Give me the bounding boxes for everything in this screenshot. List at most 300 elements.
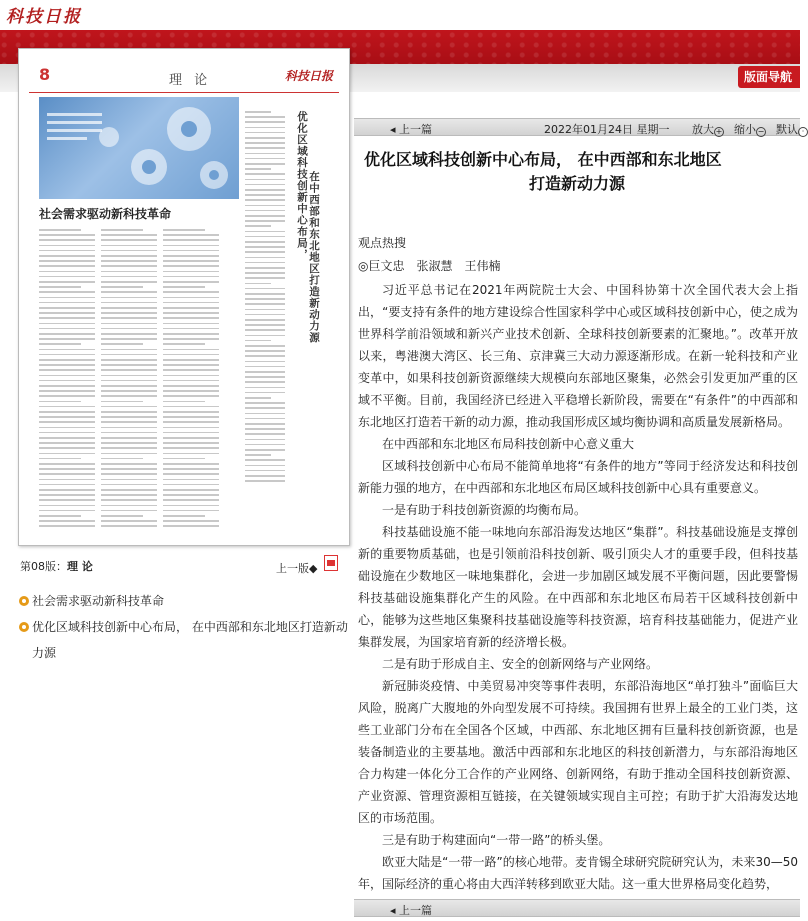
zoom-in-label: 放大	[692, 123, 714, 136]
prev-article-label: 上一篇	[399, 904, 433, 917]
zoom-out-button[interactable]	[734, 121, 766, 137]
thumbnail-text-line	[245, 439, 285, 441]
thumbnail-text-line	[101, 515, 143, 517]
issue-date: 2022年01月24日 星期一	[544, 123, 670, 136]
prev-article-link[interactable]: ◂ 上一篇	[390, 123, 433, 136]
thumbnail-header	[29, 65, 339, 93]
thumbnail-text-line	[163, 406, 219, 408]
thumbnail-text-line	[101, 255, 157, 257]
thumbnail-text-line	[245, 470, 285, 472]
thumbnail-text-line	[101, 401, 143, 403]
zoom-out-label: 缩小	[734, 123, 756, 136]
thumbnail-text-line	[245, 418, 285, 420]
thumbnail-text-line	[101, 291, 157, 293]
thumbnail-text-line	[245, 413, 285, 415]
thumbnail-text-line	[101, 234, 157, 236]
thumbnail-text-line	[163, 416, 219, 418]
thumbnail-text-line	[39, 510, 95, 512]
thumbnail-text-line	[39, 323, 95, 325]
thumbnail-page-title: 理 论	[169, 73, 212, 88]
thumbnail-text-line	[101, 505, 157, 507]
thumbnail-text-line	[101, 349, 157, 351]
thumbnail-text-line	[39, 432, 95, 434]
thumbnail-text-line	[163, 505, 219, 507]
thumbnail-text-line	[163, 291, 219, 293]
thumbnail-text-line	[163, 281, 219, 283]
thumbnail-text-line	[39, 505, 95, 507]
thumbnail-text-line	[101, 453, 157, 455]
thumbnail-text-line	[163, 245, 219, 247]
thumbnail-text-line	[245, 184, 285, 186]
article-toolbar-bottom	[354, 899, 800, 917]
thumbnail-text-line	[39, 229, 81, 231]
thumbnail-text-line	[101, 411, 157, 413]
thumbnail-text-line	[39, 489, 95, 491]
thumbnail-text-line	[39, 338, 95, 340]
thumbnail-text-line	[101, 354, 157, 356]
article-list-item-label: 优化区域科技创新中心布局， 在中西部和东北地区打造新动力源	[32, 620, 348, 660]
article-list-item[interactable]	[18, 588, 354, 614]
thumbnail-text-line	[245, 465, 285, 467]
thumbnail-text-line	[39, 291, 95, 293]
thumbnail-text-line	[245, 480, 285, 482]
thumbnail-text-line	[163, 390, 219, 392]
thumbnail-text-line	[39, 302, 95, 304]
thumbnail-text-line	[101, 276, 157, 278]
thumbnail-text-line	[245, 111, 271, 113]
thumbnail-text-line	[39, 473, 95, 475]
thumbnail-text-line	[163, 312, 219, 314]
thumbnail-text-line	[245, 231, 285, 233]
thumbnail-text-line	[39, 494, 95, 496]
thumbnail-text-line	[101, 239, 157, 241]
article-title-line-2: 打造新动力源	[528, 174, 625, 193]
thumbnail-text-line	[245, 272, 285, 274]
thumbnail-text-line	[39, 380, 95, 382]
thumbnail-text-line	[101, 250, 157, 252]
thumbnail-text-line	[245, 179, 285, 181]
thumbnail-headline[interactable]: 社会需求驱动新科技革命	[39, 207, 172, 221]
article-paragraph: 一是有助于科技创新资源的均衡布局。	[382, 503, 587, 517]
plus-icon: +	[715, 127, 723, 136]
thumbnail-text-line	[163, 302, 219, 304]
thumbnail-logo: 科技日报	[284, 69, 333, 83]
thumbnail-text-line	[39, 499, 95, 501]
article-authors: ◎巨文忠 张淑慧 王伟楠	[358, 259, 501, 273]
thumbnail-text-line	[245, 147, 285, 149]
thumbnail-text-line	[245, 210, 285, 212]
thumbnail-text-line	[39, 349, 95, 351]
thumbnail-text-line	[163, 234, 219, 236]
article-title-line-1: 优化区域科技创新中心布局， 在中西部和东北地区	[364, 150, 722, 169]
thumbnail-text-line	[39, 369, 95, 371]
thumbnail-text-line	[39, 245, 95, 247]
thumbnail-text-line	[163, 369, 219, 371]
thumbnail-text-line	[245, 298, 285, 300]
thumbnail-text-line	[245, 163, 285, 165]
thumbnail-text-line	[245, 303, 285, 305]
thumbnail-text-line	[245, 121, 285, 123]
thumbnail-text-line	[39, 385, 95, 387]
thumbnail-text-line	[39, 406, 95, 408]
thumbnail-text-line	[245, 220, 285, 222]
thumbnail-text-line	[163, 307, 219, 309]
thumbnail-text-line	[245, 314, 285, 316]
thumbnail-text-line	[163, 395, 219, 397]
thumbnail-text-line	[245, 241, 285, 243]
thumbnail-text-line	[39, 416, 95, 418]
thumbnail-text-line	[245, 236, 285, 238]
thumbnail-text-line	[39, 250, 95, 252]
thumbnail-text-line	[101, 343, 143, 345]
thumbnail-text-line	[245, 387, 285, 389]
thumbnail-text-line	[163, 447, 219, 449]
article-title	[354, 148, 800, 196]
thumbnail-text-line	[245, 376, 285, 378]
thumbnail-text-line	[39, 260, 95, 262]
thumbnail-text-line	[39, 479, 95, 481]
thumbnail-text-line	[163, 343, 205, 345]
thumbnail-text-line	[245, 324, 285, 326]
thumbnail-text-line	[101, 437, 157, 439]
thumbnail-text-line	[101, 369, 157, 371]
thumbnail-text-line	[245, 392, 285, 394]
thumbnail-text-line	[245, 173, 285, 175]
thumbnail-text-line	[101, 380, 157, 382]
thumbnail-text-line	[245, 251, 285, 253]
site-logo[interactable]: 科技日报	[6, 7, 82, 27]
thumbnail-text-line	[39, 234, 95, 236]
thumbnail-text-line	[163, 515, 205, 517]
thumbnail-text-line	[163, 458, 205, 460]
thumbnail-text-line	[101, 494, 157, 496]
thumbnail-text-line	[163, 421, 219, 423]
thumbnail-text-line	[39, 458, 81, 460]
thumbnail-text-line	[101, 473, 157, 475]
thumbnail-text-line	[101, 229, 143, 231]
thumbnail-text-line	[39, 395, 95, 397]
thumbnail-text-line	[245, 199, 285, 201]
thumbnail-text-line	[39, 359, 95, 361]
thumbnail-text-line	[245, 444, 285, 446]
thumbnail-text-line	[163, 333, 219, 335]
thumbnail-text-line	[39, 453, 95, 455]
thumbnail-text-line	[163, 349, 219, 351]
thumbnail-text-line	[245, 257, 285, 259]
thumbnail-text-line	[163, 265, 219, 267]
thumbnail-text-line	[39, 307, 95, 309]
thumbnail-text-line	[245, 293, 285, 295]
thumbnail-text-line	[101, 447, 157, 449]
thumbnail-text-line	[39, 427, 95, 429]
thumbnail-text-line	[39, 515, 81, 517]
thumbnail-text-line	[163, 354, 219, 356]
thumbnail-text-line	[101, 338, 157, 340]
thumbnail-text-line	[245, 449, 285, 451]
article-paragraph: 习近平总书记在2021年两院院士大会、中国科协第十次全国代表大会上指出，“要支持有条件的地方建设综合性国家科学中心或区域科技创新中心，使之成为世界科学前沿领域和新兴产业技术创新、全球科技创新要素的汇聚地。”。改革开放以来，粤港澳大湾区、长三角、京津冀三大动力源逐渐形成。在新一轮科技和产业变革中，如果科技创新资源继续大规模向东部地区聚集，必然会引发更加严重的区域不平衡。目前，我国经济已经进入平稳增长新阶段，需要在“有条件”的中西部和东北地区打造若干新的动力源，推动我国形成区域均衡协调和高质量发展新格局。	[358, 283, 798, 429]
thumbnail-text-line	[163, 317, 219, 319]
thumbnail-text-line	[245, 189, 285, 191]
thumbnail-text-line	[163, 479, 219, 481]
thumbnail-text-line	[163, 260, 219, 262]
thumbnail-text-line	[245, 225, 271, 227]
thumbnail-text-line	[163, 468, 219, 470]
thumbnail-text-line	[101, 312, 157, 314]
thumbnail-text-line	[245, 142, 285, 144]
thumbnail-text-line	[163, 239, 219, 241]
thumbnail-text-line	[245, 350, 285, 352]
thumbnail-text-line	[39, 437, 95, 439]
prev-article-label: 上一篇	[399, 123, 433, 136]
thumbnail-text-line	[245, 329, 285, 331]
thumbnail-text-line	[245, 277, 285, 279]
thumbnail-text-line	[163, 473, 219, 475]
thumbnail-text-line	[163, 276, 219, 278]
thumbnail-text-line	[101, 499, 157, 501]
thumbnail-text-line	[39, 364, 95, 366]
article-paragraph: 欧亚大陆是“一带一路”的核心地带。麦肯锡全球研究院研究认为，未来30—50年，国际经济的重心将由大西洋转移到欧亚大陆。这一重大世界格局变化趋势，	[358, 855, 798, 891]
bullet-icon	[19, 622, 29, 632]
pdf-icon[interactable]	[324, 555, 338, 571]
thumbnail-text-line	[39, 281, 95, 283]
thumbnail-page-number: 8	[39, 65, 51, 84]
thumbnail-text-line	[101, 390, 157, 392]
article-list-item[interactable]	[18, 614, 354, 666]
thumbnail-text-line	[101, 307, 157, 309]
thumbnail-text-line	[163, 437, 219, 439]
zoom-default-label: 默认	[776, 123, 798, 136]
thumbnail-text-line	[39, 317, 95, 319]
article-kicker: 观点热搜	[358, 236, 407, 250]
thumbnail-text-line	[101, 395, 157, 397]
thumbnail-text-line	[101, 286, 143, 288]
thumbnail-text-line	[245, 309, 285, 311]
thumbnail-text-line	[163, 359, 219, 361]
thumbnail-text-line	[245, 215, 285, 217]
thumbnail-text-line	[163, 484, 219, 486]
thumbnail-text-line	[245, 397, 271, 399]
zoom-in-button[interactable]	[692, 121, 724, 137]
thumbnail-text-line	[163, 271, 219, 273]
thumbnail-text-line	[245, 433, 285, 435]
thumbnail-text-line	[39, 328, 95, 330]
thumbnail-text-line	[163, 510, 219, 512]
thumbnail-text-line	[101, 385, 157, 387]
thumbnail-text-line	[245, 127, 285, 129]
thumbnail-text-line	[245, 288, 285, 290]
prev-page-link[interactable]: 上一版◆	[276, 562, 318, 575]
zoom-default-button[interactable]	[776, 121, 808, 137]
thumbnail-text-line	[245, 402, 285, 404]
thumbnail-text-line	[245, 428, 285, 430]
thumbnail-text-line	[101, 427, 157, 429]
thumbnail-text-line	[245, 267, 285, 269]
thumbnail-text-line	[163, 525, 219, 527]
thumbnail-text-line	[39, 442, 95, 444]
thumbnail-text-line	[101, 463, 157, 465]
thumbnail-text-line	[39, 276, 95, 278]
thumbnail-text-line	[101, 510, 157, 512]
prev-article-link-bottom[interactable]: ◂ 上一篇	[390, 904, 433, 917]
article-paragraph: 区域科技创新中心布局不能简单地将“有条件的地方”等同于经济发达和科技创新能力强的地方，在中西部和东北地区布局区域科技创新中心具有重要意义。	[358, 459, 798, 495]
thumbnail-vertical-title[interactable]: 优化区域科技创新中心布局，	[296, 111, 308, 261]
thumbnail-text-line	[245, 283, 271, 285]
thumbnail-text-line	[101, 421, 157, 423]
article-list-item-label: 社会需求驱动新科技革命	[32, 594, 165, 608]
thumbnail-text-line	[39, 463, 95, 465]
article-subheading: 在中西部和东北地区布局科技创新中心意义重大	[382, 437, 635, 451]
thumbnail-text-line	[245, 116, 285, 118]
thumbnail-text-line	[39, 333, 95, 335]
thumbnail-text-line	[101, 484, 157, 486]
thumbnail-text-line	[245, 381, 285, 383]
thumbnail-text-line	[101, 489, 157, 491]
thumbnail-text-line	[39, 401, 81, 403]
thumbnail-text-line	[101, 265, 157, 267]
thumbnail-text-line	[245, 423, 285, 425]
thumbnail-text-line	[163, 255, 219, 257]
thumbnail-text-line	[245, 153, 285, 155]
thumbnail-text-line	[101, 479, 157, 481]
thumbnail-text-line	[39, 255, 95, 257]
thumbnail-text-line	[245, 361, 285, 363]
thumbnail-text-line	[101, 281, 157, 283]
thumbnail-text-line	[39, 525, 95, 527]
section-label-prefix: 第08版：	[20, 560, 67, 573]
thumbnail-gear-illustration[interactable]	[39, 97, 239, 199]
thumbnail-text-line	[245, 459, 285, 461]
thumbnail-text-line	[163, 401, 205, 403]
thumbnail-text-line	[101, 333, 157, 335]
thumbnail-text-line	[39, 484, 95, 486]
thumbnail-text-line	[101, 328, 157, 330]
thumbnail-text-line	[163, 442, 219, 444]
thumbnail-text-line	[39, 297, 95, 299]
article-toolbar	[354, 118, 805, 136]
page-navigation-button[interactable]: 版面导航	[738, 66, 800, 88]
article-paragraph: 二是有助于形成自主、安全的创新网络与产业网络。	[382, 657, 659, 671]
article-list	[18, 588, 354, 666]
thumbnail-text-line	[101, 416, 157, 418]
thumbnail-text-line	[101, 525, 157, 527]
thumbnail-text-line	[101, 375, 157, 377]
thumbnail-text-line	[245, 319, 285, 321]
thumbnail-text-line	[39, 520, 95, 522]
article-paragraph: 科技基础设施不能一味地向东部沿海发达地区“集群”。科技基础设施是支撑创新的重要物质基础，也是引领前沿科技创新、吸引顶尖人才的重要手段，但科技基础设施在少数地区一味地集群化，会进一步加剧区域发展不平衡问题，因此要警惕科技基础设施集群化产生的风险。在中西部和东北地区布局若干区域科技创新中心，能够为这些地区集聚科技基础设施等科技资源，培育科技基础能力，促进产业集群发展，为国家培育新的经济增长极。	[358, 525, 798, 649]
thumbnail-text-line	[163, 323, 219, 325]
thumbnail-text-line	[163, 494, 219, 496]
thumbnail-text-line	[101, 323, 157, 325]
reset-icon: ·	[798, 127, 808, 137]
thumbnail-text-line	[163, 380, 219, 382]
thumbnail-text-line	[245, 132, 285, 134]
section-label	[20, 558, 93, 574]
thumbnail-text-line	[39, 286, 81, 288]
thumbnail-text-line	[101, 364, 157, 366]
thumbnail-text-line	[245, 371, 285, 373]
thumbnail-text-line	[39, 390, 95, 392]
thumbnail-text-line	[163, 286, 205, 288]
thumbnail-text-line	[101, 406, 157, 408]
thumbnail-text-line	[39, 239, 95, 241]
thumbnail-text-line	[245, 355, 285, 357]
thumbnail-text-line	[245, 366, 285, 368]
thumbnail-text-line	[101, 442, 157, 444]
thumbnail-text-line	[101, 260, 157, 262]
thumbnail-text-line	[39, 468, 95, 470]
thumbnail-text-line	[245, 246, 285, 248]
thumbnail-text-line	[245, 407, 285, 409]
thumbnail-text-line	[163, 297, 219, 299]
section-row	[18, 555, 350, 575]
thumbnail-text-line	[163, 520, 219, 522]
masthead	[0, 0, 800, 30]
thumbnail-vertical-subtitle[interactable]: 在中西部和东北地区打造新动力源	[308, 171, 320, 344]
thumbnail-text-line	[101, 520, 157, 522]
thumbnail-text-line	[39, 421, 95, 423]
thumbnail-text-line	[245, 475, 285, 477]
section-name: 理 论	[67, 560, 93, 573]
thumbnail-text-line	[39, 354, 95, 356]
thumbnail-text-line	[101, 432, 157, 434]
thumbnail-text-line	[245, 205, 285, 207]
thumbnail-text-line	[163, 338, 219, 340]
article-paragraph: 三是有助于构建面向“一带一路”的桥头堡。	[382, 833, 611, 847]
prev-page-label: 上一版	[276, 562, 309, 575]
thumbnail-text-line	[245, 335, 285, 337]
minus-icon: −	[757, 127, 765, 136]
thumbnail-text-line	[101, 245, 157, 247]
thumbnail-text-line	[245, 262, 285, 264]
thumbnail-text-line	[39, 265, 95, 267]
thumbnail-text-line	[245, 340, 271, 342]
thumbnail-text-line	[101, 458, 143, 460]
thumbnail-text-line	[163, 375, 219, 377]
page-thumbnail[interactable]	[18, 48, 350, 546]
thumbnail-text-line	[39, 375, 95, 377]
thumbnail-text-line	[39, 411, 95, 413]
thumbnail-text-line	[163, 385, 219, 387]
thumbnail-text-line	[101, 297, 157, 299]
thumbnail-text-line	[245, 345, 285, 347]
thumbnail-text-line	[245, 454, 271, 456]
thumbnail-text-line	[101, 302, 157, 304]
thumbnail-text-line	[245, 158, 285, 160]
thumbnail-text-line	[163, 453, 219, 455]
thumbnail-text-line	[163, 229, 205, 231]
thumbnail-text-line	[101, 359, 157, 361]
article-paragraph: 新冠肺炎疫情、中美贸易冲突等事件表明，东部沿海地区“单打独斗”面临巨大风险，脱离广大腹地的外向型发展不可持续。我国拥有世界上最全的工业门类，这些工业部门分布在全国各个区域，中西部、东北地区拥有巨量科技创新资源，也是装备制造业的主要基地。激活中西部和东北地区的科技创新潜力，与东部沿海地区合力构建一体化分工合作的产业网络、创新网络，有助于推动全国科技创新资源、产业资源、管理资源相互链接，在关键领域实现自主可控；有助于扩大沿海发达地区的市场范围。	[358, 679, 798, 825]
thumbnail-text-line	[163, 250, 219, 252]
thumbnail-text-line	[163, 489, 219, 491]
bullet-icon	[19, 596, 29, 606]
thumbnail-text-line	[101, 317, 157, 319]
thumbnail-text-line	[163, 432, 219, 434]
thumbnail-text-line	[101, 468, 157, 470]
thumbnail-text-line	[163, 463, 219, 465]
thumbnail-text-line	[245, 137, 285, 139]
thumbnail-text-line	[163, 427, 219, 429]
thumbnail-text-line	[245, 168, 271, 170]
thumbnail-text-line	[39, 312, 95, 314]
thumbnail-text-line	[163, 328, 219, 330]
thumbnail-text-line	[163, 364, 219, 366]
thumbnail-text-line	[39, 447, 95, 449]
thumbnail-text-line	[101, 271, 157, 273]
article-body	[358, 279, 798, 895]
thumbnail-text-line	[245, 194, 285, 196]
thumbnail-text-line	[163, 499, 219, 501]
